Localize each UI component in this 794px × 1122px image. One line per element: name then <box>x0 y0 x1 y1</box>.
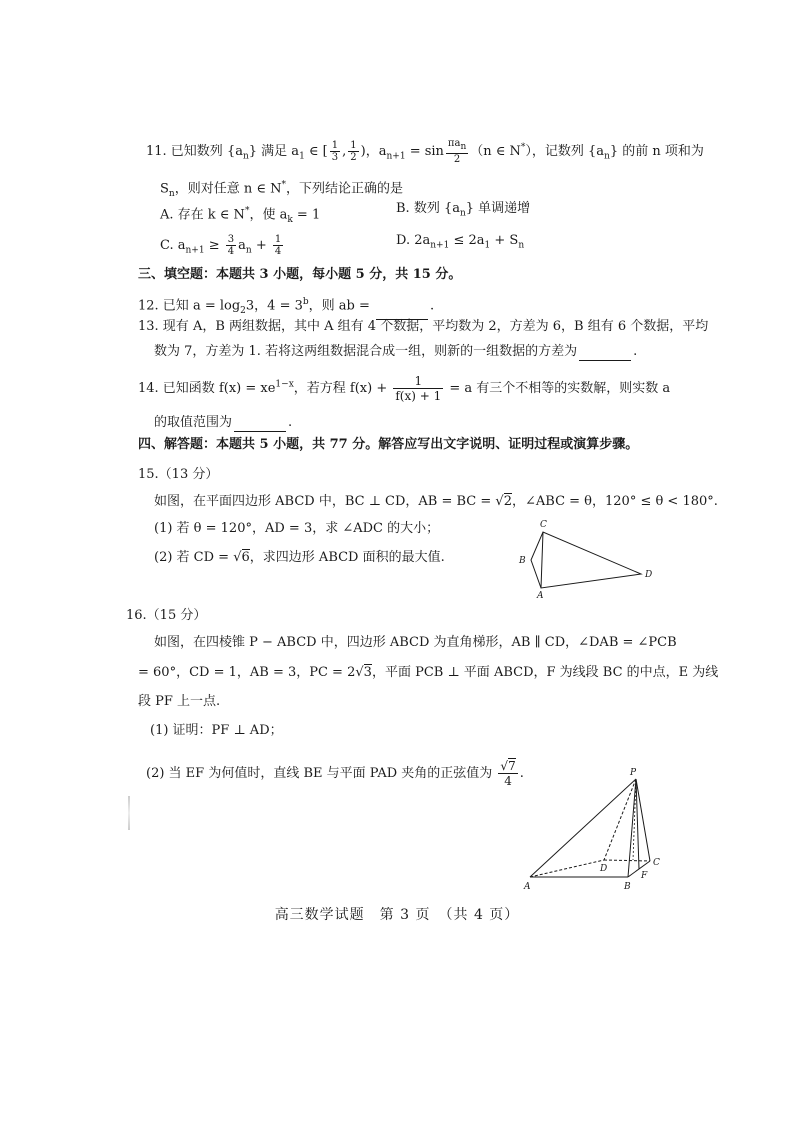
q16-edge-ad <box>530 860 604 877</box>
q12-line: 12. 已知 $a = \log_23$，$4 = 3^b$，则 ab = . <box>138 293 434 320</box>
section3-heading: 三、填空题：本题共 3 小题，每小题 5 分，共 15 分。 <box>138 267 462 282</box>
q15-label-c: C <box>540 520 547 530</box>
q16-label-d: D <box>600 864 608 874</box>
q16-edge-pb <box>628 779 636 877</box>
q16-edge-af-helper <box>633 779 636 860</box>
q16-edge-dc <box>604 860 650 861</box>
q11-line1: 11. 已知数列 $\{a_n\}$ 满足 $a_1$ ∈ [ $\frac{1}{3}$ , $\frac{1}{2}$ )，$a_{n+1} = \sin$ $\frac{\pi a_n}{2}$ （n ∈ N*），记数列 $\{a_n\}$ 的前 n 项和为 <box>146 138 704 165</box>
q15-header: 15.（13 分） <box>138 467 219 482</box>
q13-line2: 数为 7，方差为 1. 若将这两组数据混合成一组，则新的一组数据的方差为 . <box>154 344 638 359</box>
q14-line1: 14. 已知函数 $f(x) = xe^{1-x}$，若方程 f(x) + $\frac{1}{f(x) + 1}$ = a 有三个不相等的实数解，则实数 a <box>138 374 671 403</box>
q13-line1: 13. 现有 A，B 两组数据，其中 A 组有 4 个数据，平均数为 2，方差为 6，B 组有 6 个数据，平均 <box>138 319 709 334</box>
q15-label-b: B <box>519 556 526 566</box>
q15-part2: (2) 若 CD = √6，求四边形 ABCD 面积的最大值. <box>154 550 445 565</box>
q11-option-d: D. $2a_{n+1} \le 2a_1 + S_n$ <box>396 233 525 251</box>
q16-part1: (1) 证明：PF ⊥ AD； <box>150 723 283 738</box>
q16-edge-pd <box>604 779 636 860</box>
q16-line2: = 60°，CD = 1，AB = 3，PC = 2√3，平面 PCB ⊥ 平面 ABCD，F 为线段 BC 的中点，E 为线 <box>138 665 719 680</box>
q16-label-p: P <box>630 768 637 778</box>
q16-label-b: B <box>624 882 631 892</box>
scan-artifact-mark <box>128 796 130 830</box>
q15-quad-outline <box>531 532 641 588</box>
q16-pyramid-figure <box>520 765 670 897</box>
q16-part2: (2) 当 EF 为何值时，直线 BE 与平面 PAD 夹角的正弦值为 $\frac{√7}{4}$ . <box>146 759 524 788</box>
q16-line1: 如图，在四棱锥 P − ABCD 中，四边形 ABCD 为直角梯形，AB ∥ CD，∠DAB = ∠PCB <box>154 635 677 650</box>
q15-part1: (1) 若 θ = 120°，AD = 3，求 ∠ADC 的大小； <box>154 521 440 536</box>
q16-edge-pa <box>530 779 636 877</box>
q16-label-f: F <box>641 871 648 881</box>
q14-answer-blank <box>234 419 286 432</box>
q13-answer-blank <box>579 348 631 361</box>
q11-line2: $S_n$，则对任意 n ∈ N*，下列结论正确的是 <box>160 180 403 199</box>
page-footer: 高三数学试题 第 3 页 （共 4 页） <box>274 907 520 923</box>
q15-line1: 如图，在平面四边形 ABCD 中，BC ⊥ CD，AB = BC = √2，∠ABC = θ，120° ≤ θ < 180°. <box>154 494 718 509</box>
q11-option-c: C. $a_{n+1}$ ≥ $\frac{3}{4}$ $a_n$ + $\frac{1}{4}$ <box>160 234 282 257</box>
q15-diagonal-ac <box>541 532 543 588</box>
q15-quadrilateral-figure <box>505 515 665 600</box>
q11-option-a: A. 存在 k ∈ N*，使 $a_k = 1$ <box>160 206 321 225</box>
section4-heading: 四、解答题：本题共 5 小题，共 77 分。解答应写出文字说明、证明过程或演算步骤。 <box>138 437 639 452</box>
q16-label-a: A <box>524 882 531 892</box>
q16-header: 16.（15 分） <box>126 608 207 623</box>
q14-line2: 的取值范围为 . <box>154 415 293 430</box>
q16-line3: 段 PF 上一点. <box>138 694 221 709</box>
q15-label-a: A <box>537 591 544 600</box>
q11-option-b: B. 数列 $\{a_n\}$ 单调递增 <box>396 201 531 219</box>
q16-label-c: C <box>653 858 660 868</box>
q15-label-d: D <box>645 570 653 580</box>
